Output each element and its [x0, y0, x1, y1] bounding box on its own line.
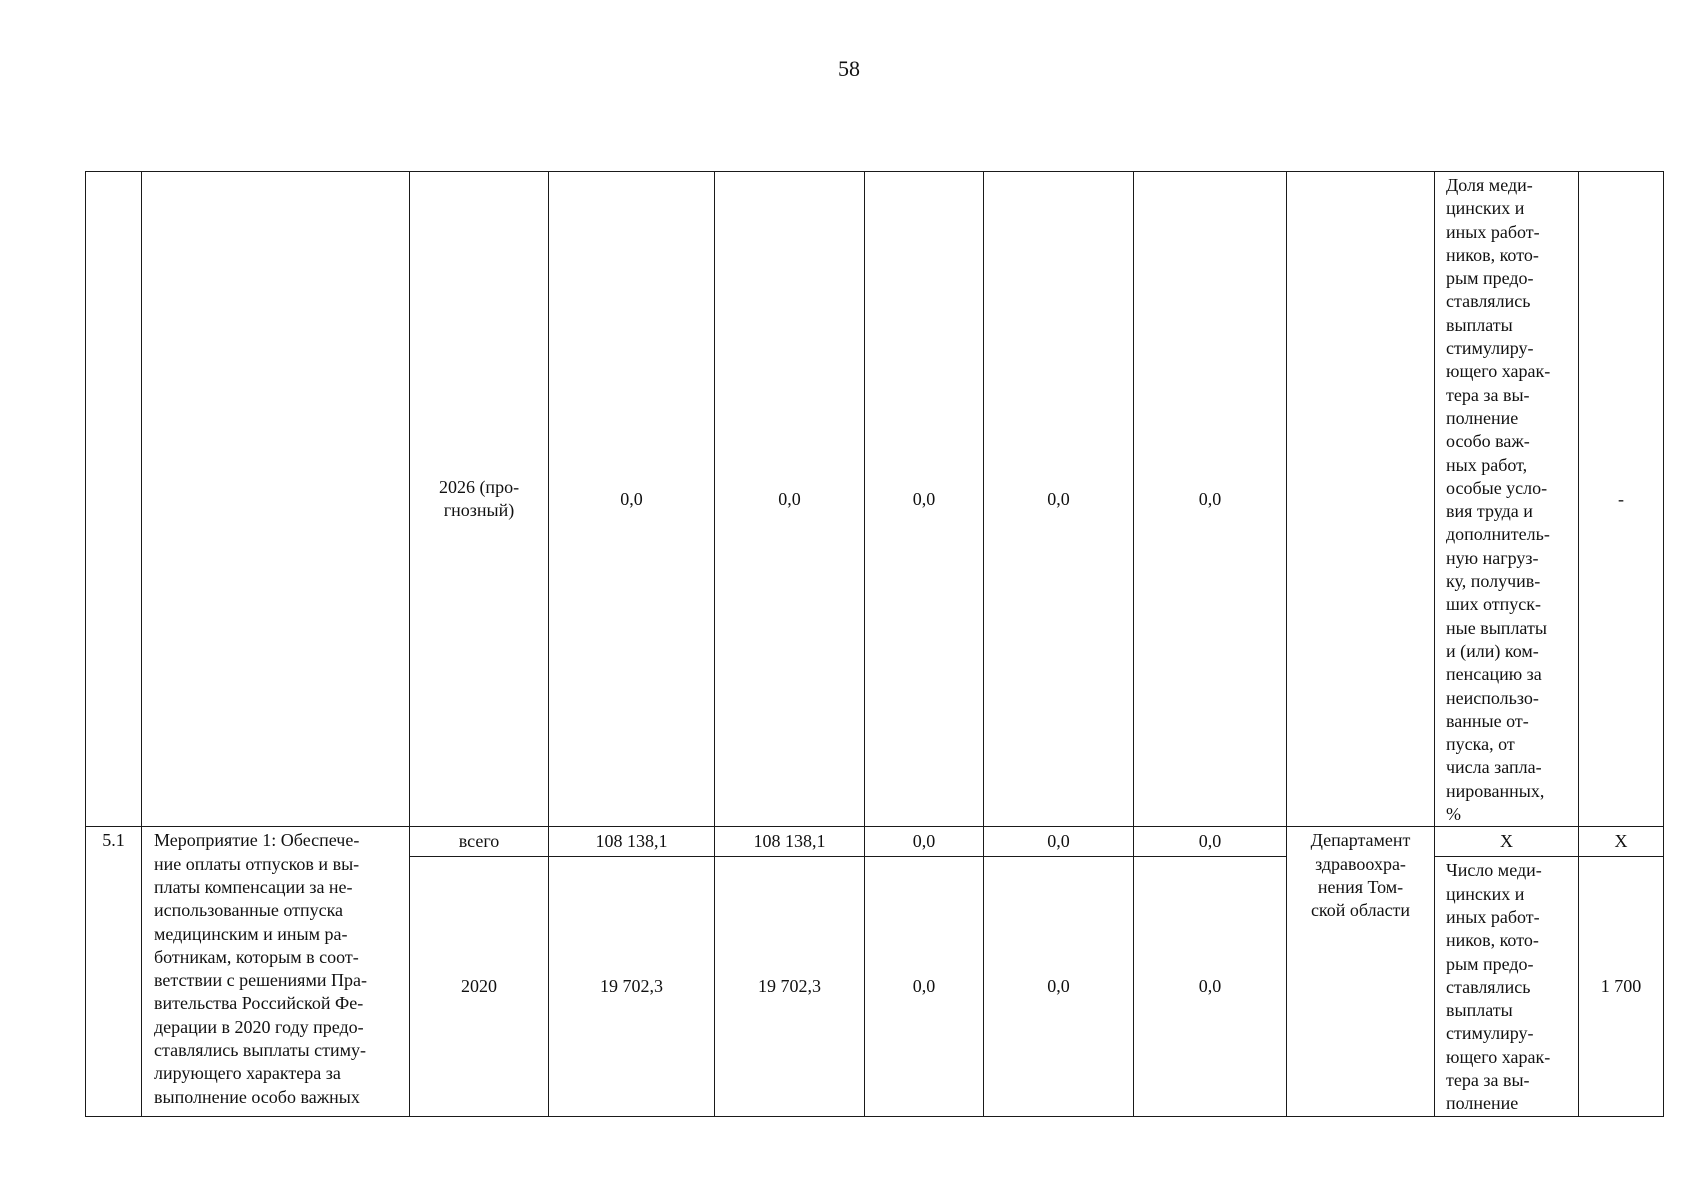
- total-cell: 19 702,3: [549, 857, 715, 1116]
- extrabudgetary-cell: 0,0: [1134, 857, 1287, 1116]
- row-number-cell: 5.1: [86, 827, 142, 1116]
- local-budget-cell: 0,0: [984, 172, 1134, 827]
- year-cell: [410, 172, 549, 827]
- activity-cell: [142, 827, 410, 1116]
- federal-budget-cell: 0,0: [865, 827, 984, 857]
- indicator-cell: [1435, 857, 1579, 1116]
- year-cell: всего: [410, 827, 549, 857]
- indicator-text: Число меди- цинских и иных работ- ников, кото- рым предо- ставлялись выплаты стимулиру- ющего харак- тера за вы- полнение: [1446, 860, 1551, 1114]
- total-cell: 0,0: [549, 172, 715, 827]
- indicator-value-cell: -: [1579, 172, 1664, 827]
- indicator-value-cell: Х: [1579, 827, 1664, 857]
- federal-budget-cell: 0,0: [865, 857, 984, 1116]
- local-budget-cell: 0,0: [984, 827, 1134, 857]
- year-label: 2026 (про- гнозный): [438, 476, 520, 521]
- regional-budget-cell: 108 138,1: [715, 827, 865, 857]
- indicator-value-cell: 1 700: [1579, 857, 1664, 1116]
- department-text: Департамент здравоохра- нения Том- ской области: [1310, 830, 1411, 921]
- extrabudgetary-cell: 0,0: [1134, 172, 1287, 827]
- indicator-text: Доля меди- цинских и иных работ- ников, кото- рым предо- ставлялись выплаты стимулиру- ющего харак- тера за вы- полнение особо важ- ных работ, особые усло- вия труда и дополнитель- ную нагруз- ку, получив- ших отпуск- ные выплаты и (или) ком- пенсацию за неиспользо- ванные от- пуска, от числа запла- нированных, %: [1446, 175, 1551, 825]
- indicator-cell: [1435, 172, 1579, 827]
- activity-text: Мероприятие 1: Обеспече- ние оплаты отпусков и вы- платы компенсации за не- использованные отпуска медицинским и иным ра- ботникам, которым в соот- ветствии с решениями Пра- вительства Российской Фе- дерации в 2020 году предо- ставлялись выплаты стиму- лирующего характера за выполнение особо важных: [154, 830, 367, 1107]
- activity-cell: [142, 172, 410, 827]
- regional-budget-cell: 19 702,3: [715, 857, 865, 1116]
- total-cell: 108 138,1: [549, 827, 715, 857]
- regional-budget-cell: 0,0: [715, 172, 865, 827]
- local-budget-cell: 0,0: [984, 857, 1134, 1116]
- year-cell: 2020: [410, 857, 549, 1116]
- extrabudgetary-cell: 0,0: [1134, 827, 1287, 857]
- table-row-5-1-total: [86, 827, 1664, 857]
- department-cell: [1287, 172, 1435, 827]
- row-number-cell: [86, 172, 142, 827]
- department-cell: [1287, 827, 1435, 1116]
- budget-table: [85, 171, 1664, 1117]
- federal-budget-cell: 0,0: [865, 172, 984, 827]
- table-row-2026: [86, 172, 1664, 827]
- indicator-cell: Х: [1435, 827, 1579, 857]
- page-number: 58: [838, 56, 860, 81]
